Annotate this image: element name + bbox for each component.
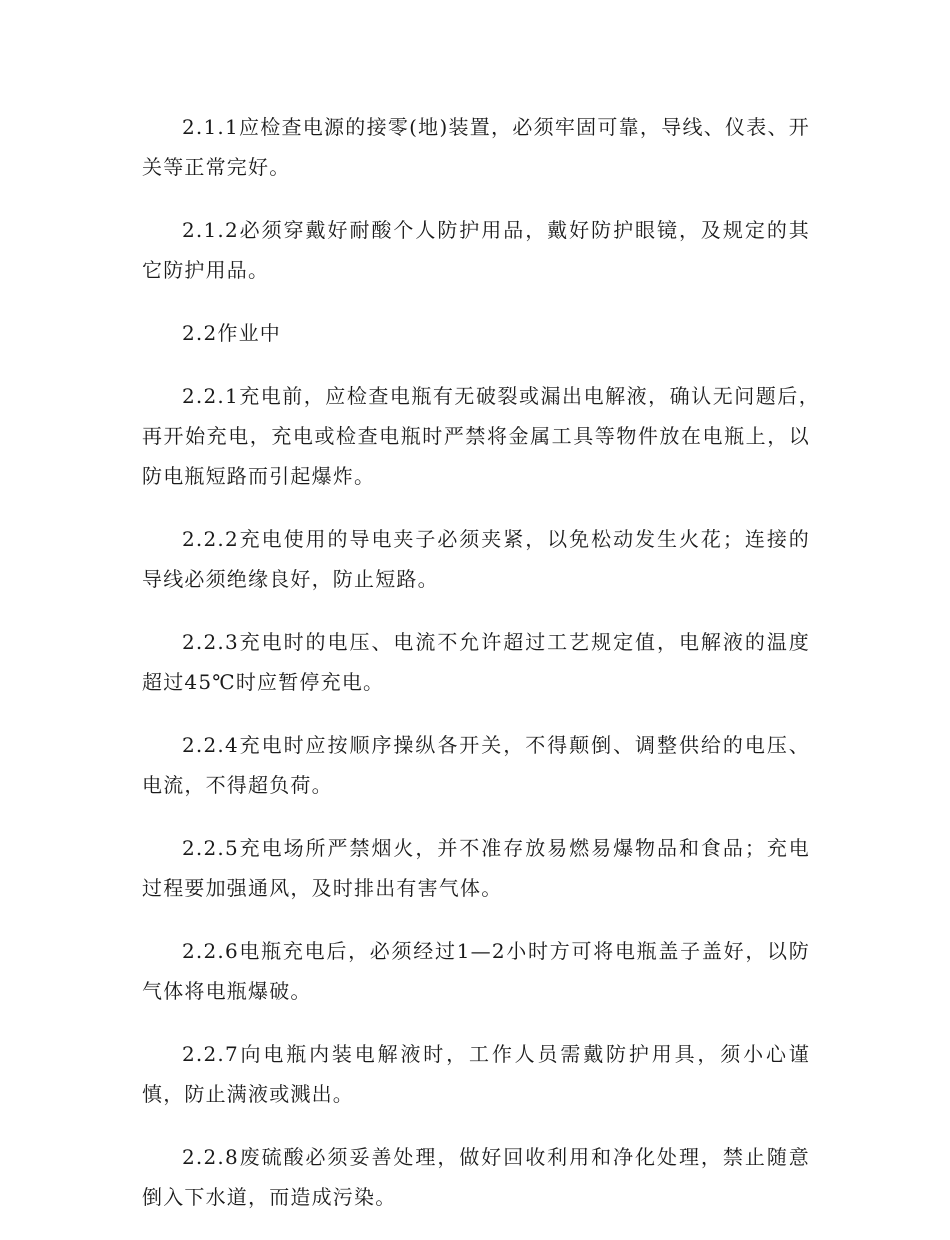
paragraph-2-2-6: 2.2.6电瓶充电后，必须经过1—2小时方可将电瓶盖子盖好，以防气体将电瓶爆破。 — [142, 939, 810, 1003]
paragraph-2-2-5: 2.2.5充电场所严禁烟火，并不准存放易燃易爆物品和食品；充电过程要加强通风，及时排出有害气体。 — [142, 836, 810, 900]
document-page — [142, 107, 832, 1240]
paragraph-2-2-2: 2.2.2充电使用的导电夹子必须夹紧，以免松动发生火花；连接的导线必须绝缘良好，防止短路。 — [142, 527, 810, 591]
paragraph-2-2-4: 2.2.4充电时应按顺序操纵各开关，不得颠倒、调整供给的电压、电流，不得超负荷。 — [142, 733, 810, 797]
paragraph-2-1-1: 2.1.1应检查电源的接零(地)装置，必须牢固可靠，导线、仪表、开关等正常完好。 — [142, 115, 810, 179]
paragraph-2-2-1: 2.2.1充电前，应检查电瓶有无破裂或漏出电解液，确认无问题后， 再开始充电，充电或检查电瓶时严禁将金属工具等物件放在电瓶上，以防电瓶短路而引起爆炸。 — [142, 384, 832, 488]
section-heading-2-2: 2.2作业中 — [182, 321, 282, 345]
paragraph-2-1-2: 2.1.2必须穿戴好耐酸个人防护用品，戴好防护眼镜，及规定的其它防护用品。 — [142, 218, 810, 282]
paragraph-2-2-8: 2.2.8废硫酸必须妥善处理，做好回收利用和净化处理，禁止随意倒入下水道，而造成污染。 — [142, 1145, 810, 1209]
paragraph-2-2-3: 2.2.3充电时的电压、电流不允许超过工艺规定值，电解液的温度超过45℃时应暂停充电。 — [142, 630, 810, 694]
paragraph-2-2-7: 2.2.7向电瓶内装电解液时，工作人员需戴防护用具，须小心谨慎，防止满液或溅出。 — [142, 1042, 810, 1106]
